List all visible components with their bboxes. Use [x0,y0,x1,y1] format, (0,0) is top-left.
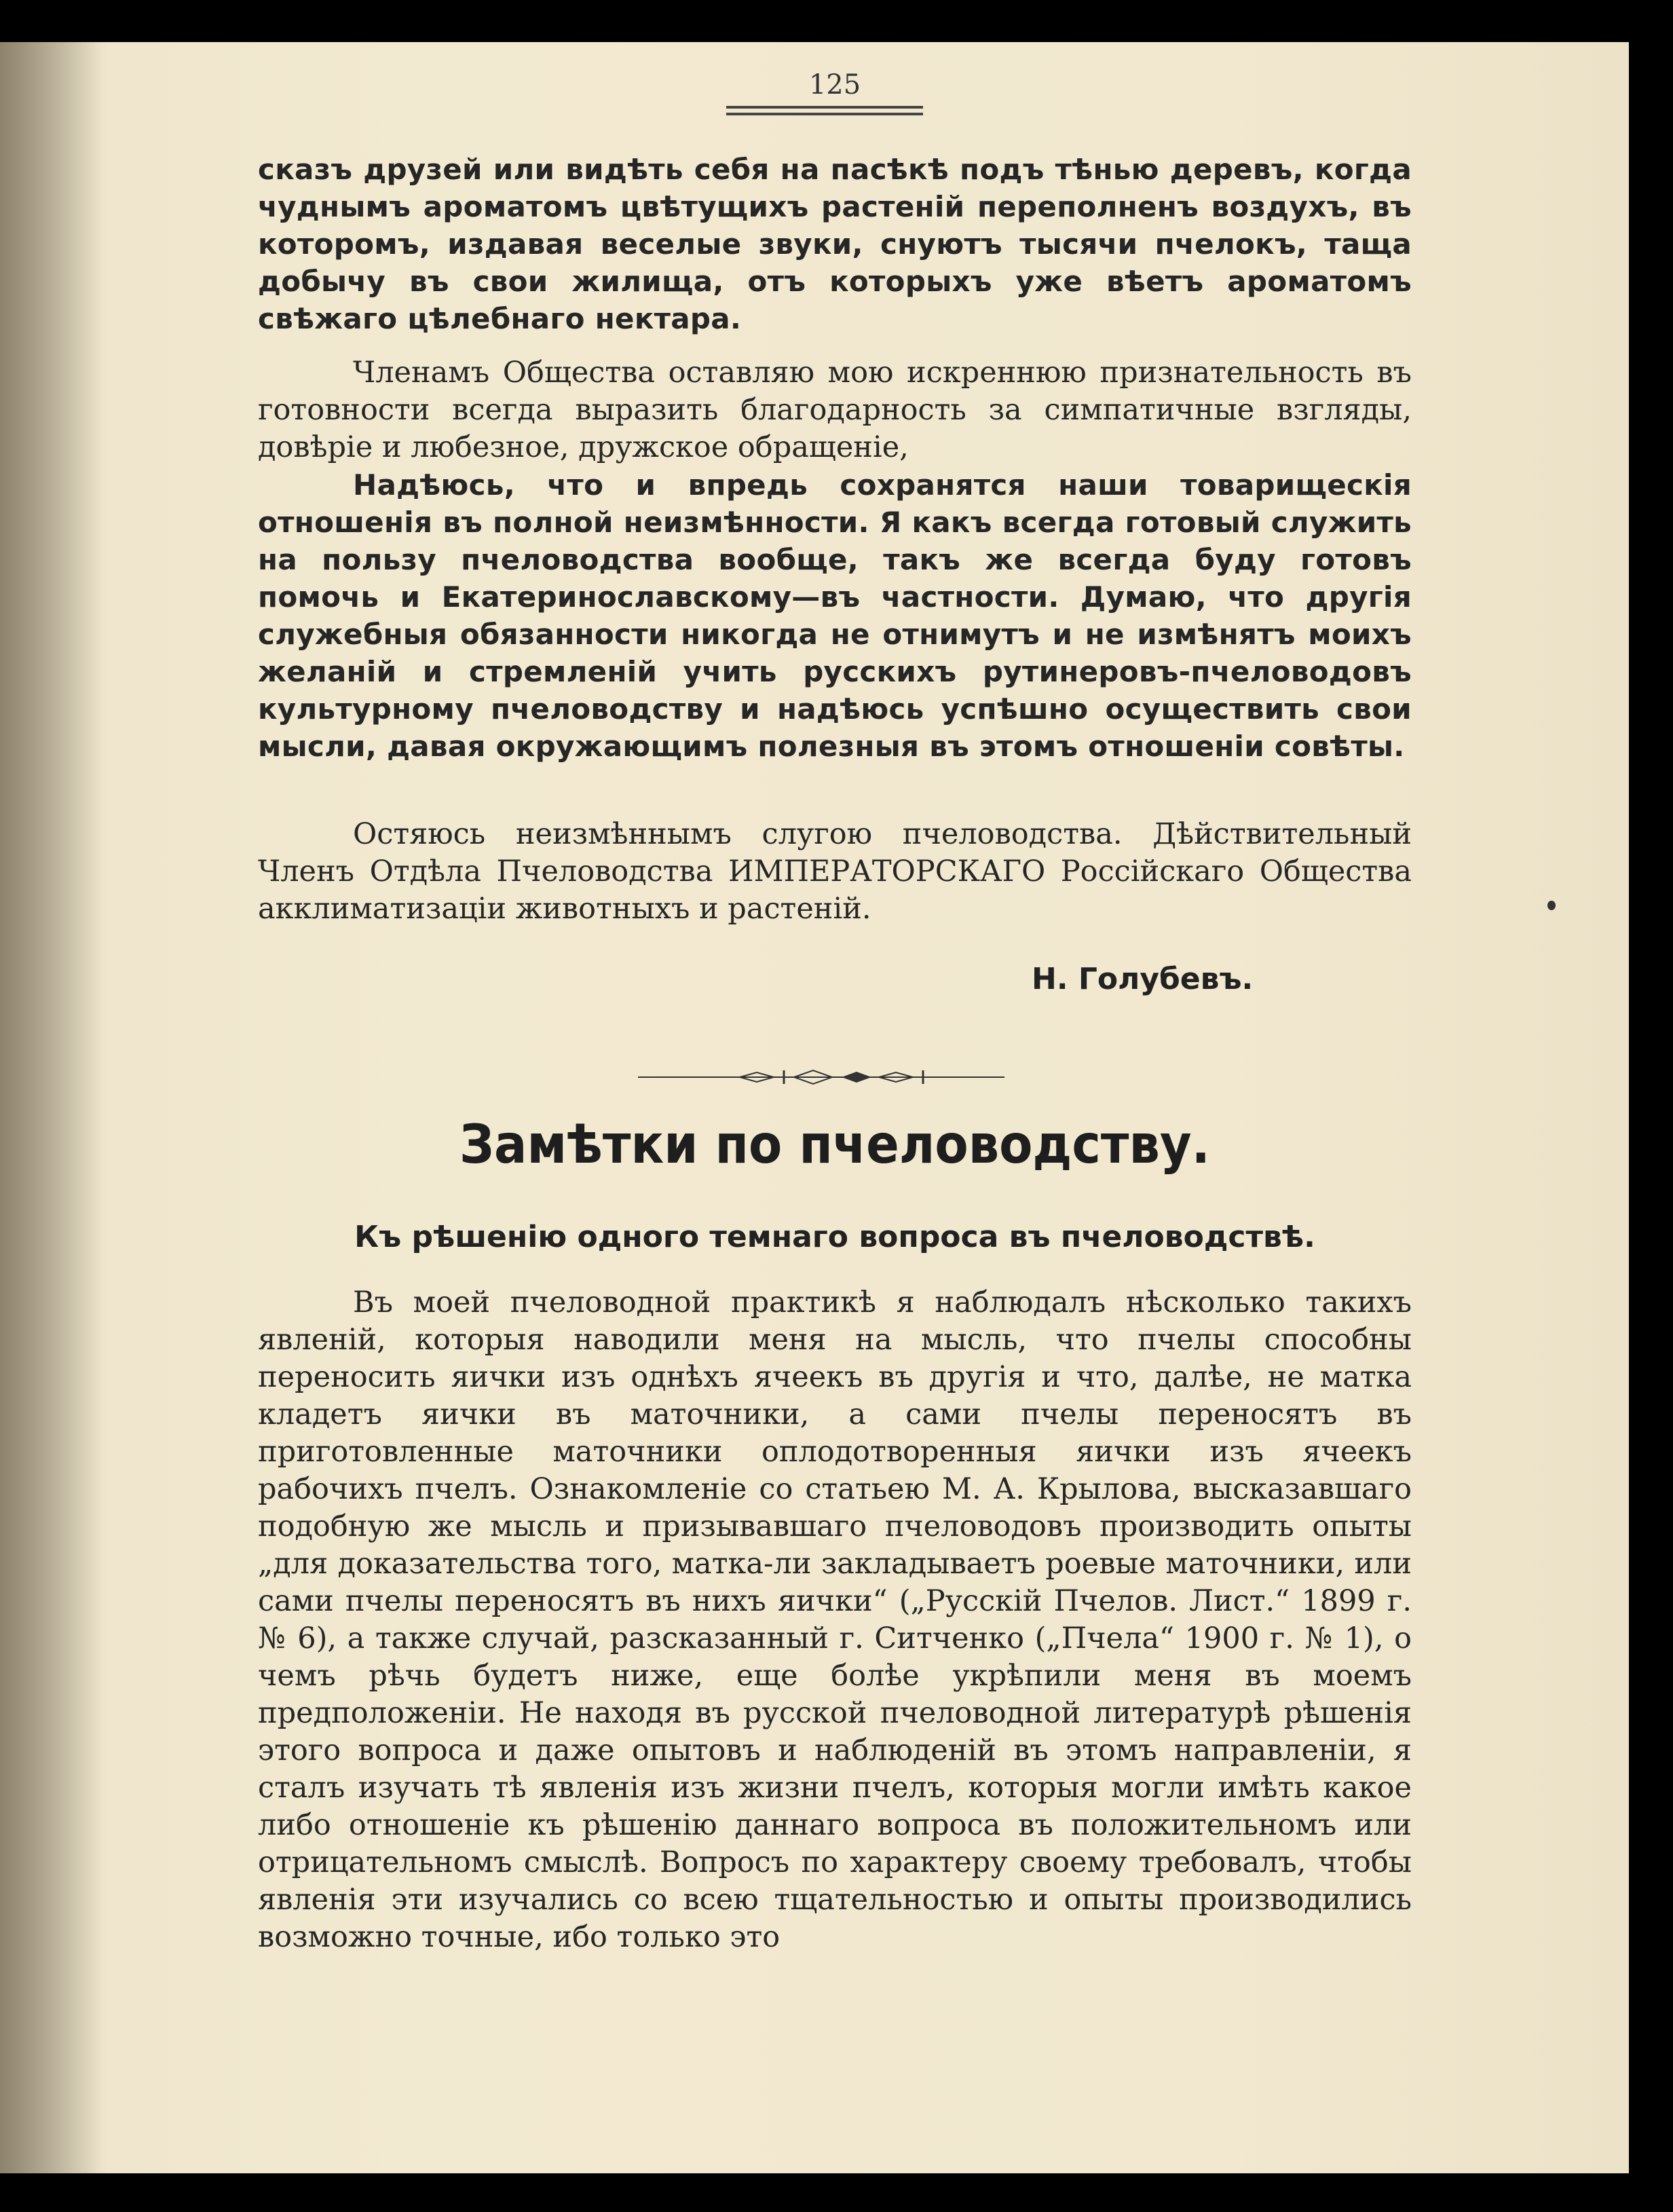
margin-dot-mark [1547,901,1556,910]
page-number: 125 [808,69,861,100]
header-double-rule [726,106,923,115]
book-gutter-shadow [0,42,102,2173]
paragraph-hope: Надѣюсь, что и впредь сохранятся наши товарищескія отношенія въ полной неизмѣнности. Я какъ всегда готовый служить на пользу пчеловодства вообще, такъ же всегда буду готовъ помочь и Екатеринославскому—въ частности. Думаю, что другія служебныя обязанности никогда не отнимутъ и не измѣнятъ моихъ желаній и стремленій учить русскихъ рутинеровъ-пчеловодовъ культурному пчеловодству и надѣюсь успѣшно осуществить свои мысли, давая окружающимъ полезныя въ этомъ отношеніи совѣты. [258,468,1412,763]
scanned-page [0,42,1629,2173]
paragraph-closing: Остяюсь неизмѣннымъ слугою пчеловодства. Дѣйствительный Членъ Отдѣла Пчеловодства ИМПЕРАТОРСКАГО Россійскаго Общества акклиматизаціи животныхъ и растеній. [258,817,1412,926]
paragraph-thanks: Членамъ Общества оставляю мою искреннюю признательность въ готовности всегда выразить благодарность за симпатичные взгляды, довѣріе и любезное, дружское обращеніе, [258,356,1412,464]
scan-border-right [1629,0,1673,2212]
article-subtitle: Къ рѣшенію одного темнаго вопроса въ пчеловодствѣ. [354,1220,1315,1254]
intro-paragraph: сказъ друзей или видѣть себя на пасѣкѣ подъ тѣнью деревъ, когда чуднымъ ароматомъ цвѣтущихъ растеній переполненъ воздухъ, въ которомъ, издавая веселые звуки, снуютъ тысячи пчелокъ, таща добычу въ свои жилища, отъ которыхъ уже вѣетъ ароматомъ свѣжаго цѣлебнаго нектара. [258,153,1412,335]
ornamental-divider [638,1064,1004,1091]
author-signature: Н. Голубевъ. [1032,962,1254,996]
article-title: Замѣтки по пчеловодству. [459,1114,1210,1176]
article-body: Въ моей пчеловодной практикѣ я наблюдалъ нѣсколько такихъ явленій, которыя наводили меня на мысль, что пчелы способны переносить яички изъ однѣхъ ячеекъ въ другія и что, далѣе, не матка кладетъ яички въ маточники, а сами пчелы переносятъ въ приготовленные маточники оплодотворенныя яички изъ ячеекъ рабочихъ пчелъ. Ознакомленіе со статьею М. А. Крылова, высказавшаго подобную же мысль и призывавшаго пчеловодовъ производить опыты „для доказательства того, матка-ли закладываетъ роевые маточники, или сами пчелы переносятъ въ нихъ яички“ („Русскій Пчелов. Лист.“ 1899 г. № 6), а также случай, разсказанный г. Ситченко („Пчела“ 1900 г. № 1), о чемъ рѣчь будетъ ниже, еще болѣе укрѣпили меня въ моемъ предположеніи. Не находя въ русской пчеловодной литературѣ рѣшенія этого вопроса и даже опытовъ и наблюденій въ этомъ направленіи, я сталъ изучать тѣ явленія изъ жизни пчелъ, которыя могли имѣть какое либо отношеніе къ рѣшенію даннаго вопроса въ положительномъ или отрицательномъ смыслѣ. Вопросъ по характеру своему требовалъ, чтобы явленія эти изучались со всею тщательностью и опыты производились возможно точные, ибо только это [258,1286,1412,1954]
